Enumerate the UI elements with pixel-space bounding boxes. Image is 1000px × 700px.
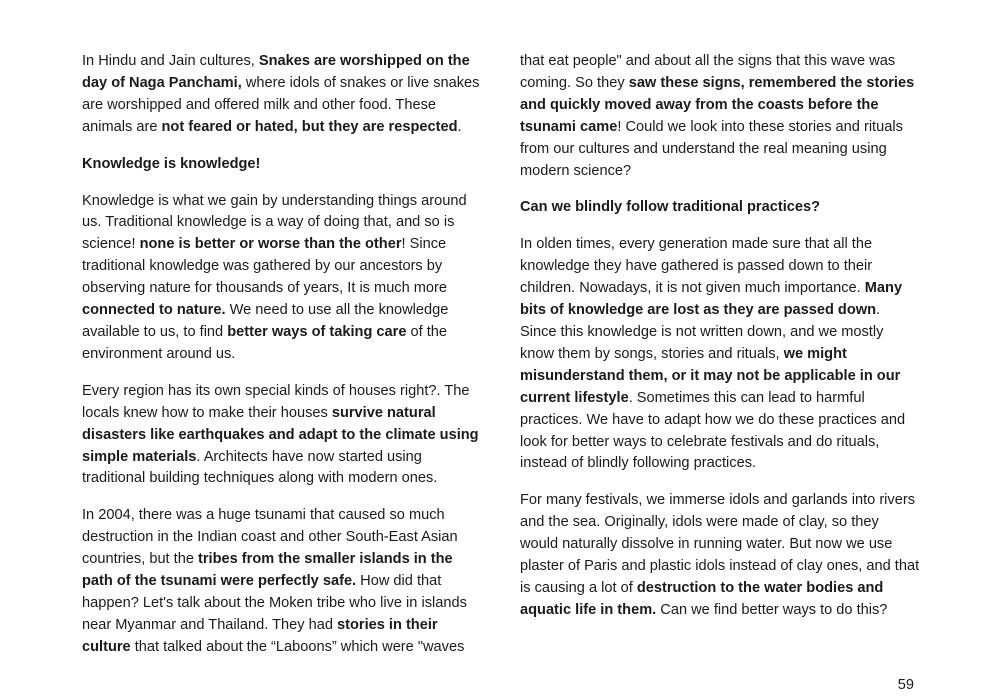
section-heading: Knowledge is knowledge! [82,155,261,172]
paragraph: In olden times, every generation made sure that all the knowledge they have gathered is passed down to their children. Nowadays, it is not given much importance. Many bits of knowledge are lost as they are passed down. Since this knowledge is not written down, and we mostly know them by songs, stories and rituals, we might misunderstand them, or it may not be applicable in our current lifestyle. Sometimes this can lead to harmful practices. We have to adapt how we do these practices and look for better ways to celebrate festivals and do rituals, instead of blindly following practices. [520,236,906,472]
paragraph: For many festivals, we immerse idols and garlands into rivers and the sea. Originally, idols were made of clay, so they would naturally dissolve in running water. But now we use plaster of Paris and plastic idols instead of clay ones, and that is causing a lot of destruction to the water bodies and aquatic life in them. Can we find better ways to do this? [520,492,920,618]
emphasis-text: connected to nature. [82,302,226,319]
emphasis-text: none is better or worse than the other [139,236,402,253]
paragraph: In Hindu and Jain cultures, Snakes are worshipped on the day of Naga Panchami, where idols of snakes or live snakes are worshipped and offered milk and other food. These animals are not feared or hated, but they are respected. [82,53,480,135]
emphasis-text: Snakes are worshipped on the day of Naga Panchami, [82,53,470,91]
paragraph: In 2004, there was a huge tsunami that caused so much destruction in the Indian coast and other South-East Asian countries, but the tribes from the smaller islands in the path of the tsunami were perfectly safe. How did that happen? Let's talk about the Moken tribe who live in islands near Myanmar and Thailand. They had stories in their culture that talked about the “Laboons” which were "waves [82,507,467,655]
paragraph: Every region has its own special kinds of houses right?. The locals knew how to make their houses survive natural disasters like earthquakes and adapt to the climate using simple materials. Architects have now started using traditional building techniques along with modern ones. [82,382,479,487]
emphasis-text: stories in their culture [82,616,438,655]
section-heading: Can we blindly follow traditional practices? [520,199,821,216]
emphasis-text: survive natural disasters like earthquakes and adapt to the climate using simple materials [82,404,479,465]
left-column [82,51,482,674]
emphasis-text: we might misunderstand them, or it may not be applicable in our current lifestyle [520,345,901,406]
paragraph: that eat people" and about all the signs that this wave was coming. So they saw these signs, remembered the stories and quickly moved away from the coasts before the tsunami came! Could we look into these stories and rituals from our cultures and understand the real meaning using modern science? [520,53,915,179]
emphasis-text: destruction to the water bodies and aquatic life in them. [520,579,884,618]
page-number: 59 [897,677,914,693]
emphasis-text: tribes from the smaller islands in the path of the tsunami were perfectly safe. [82,551,453,590]
emphasis-text: better ways of taking care [227,323,407,340]
emphasis-text: Many bits of knowledge are lost as they are passed down [520,280,903,319]
emphasis-text: saw these signs, remembered the stories and quickly moved away from the coasts before the tsunami came [520,74,915,135]
right-column [520,51,920,637]
paragraph: Knowledge is what we gain by understanding things around us. Traditional knowledge is a way of doing that, and so is science! none is better or worse than the other! Since traditional knowledge was gathered by our ancestors by observing nature for thousands of years, It is much more connected to nature. We need to use all the knowledge available to us, to find better ways of taking care of the environment around us. [82,192,467,362]
emphasis-text: not feared or hated, but they are respected [161,118,458,135]
